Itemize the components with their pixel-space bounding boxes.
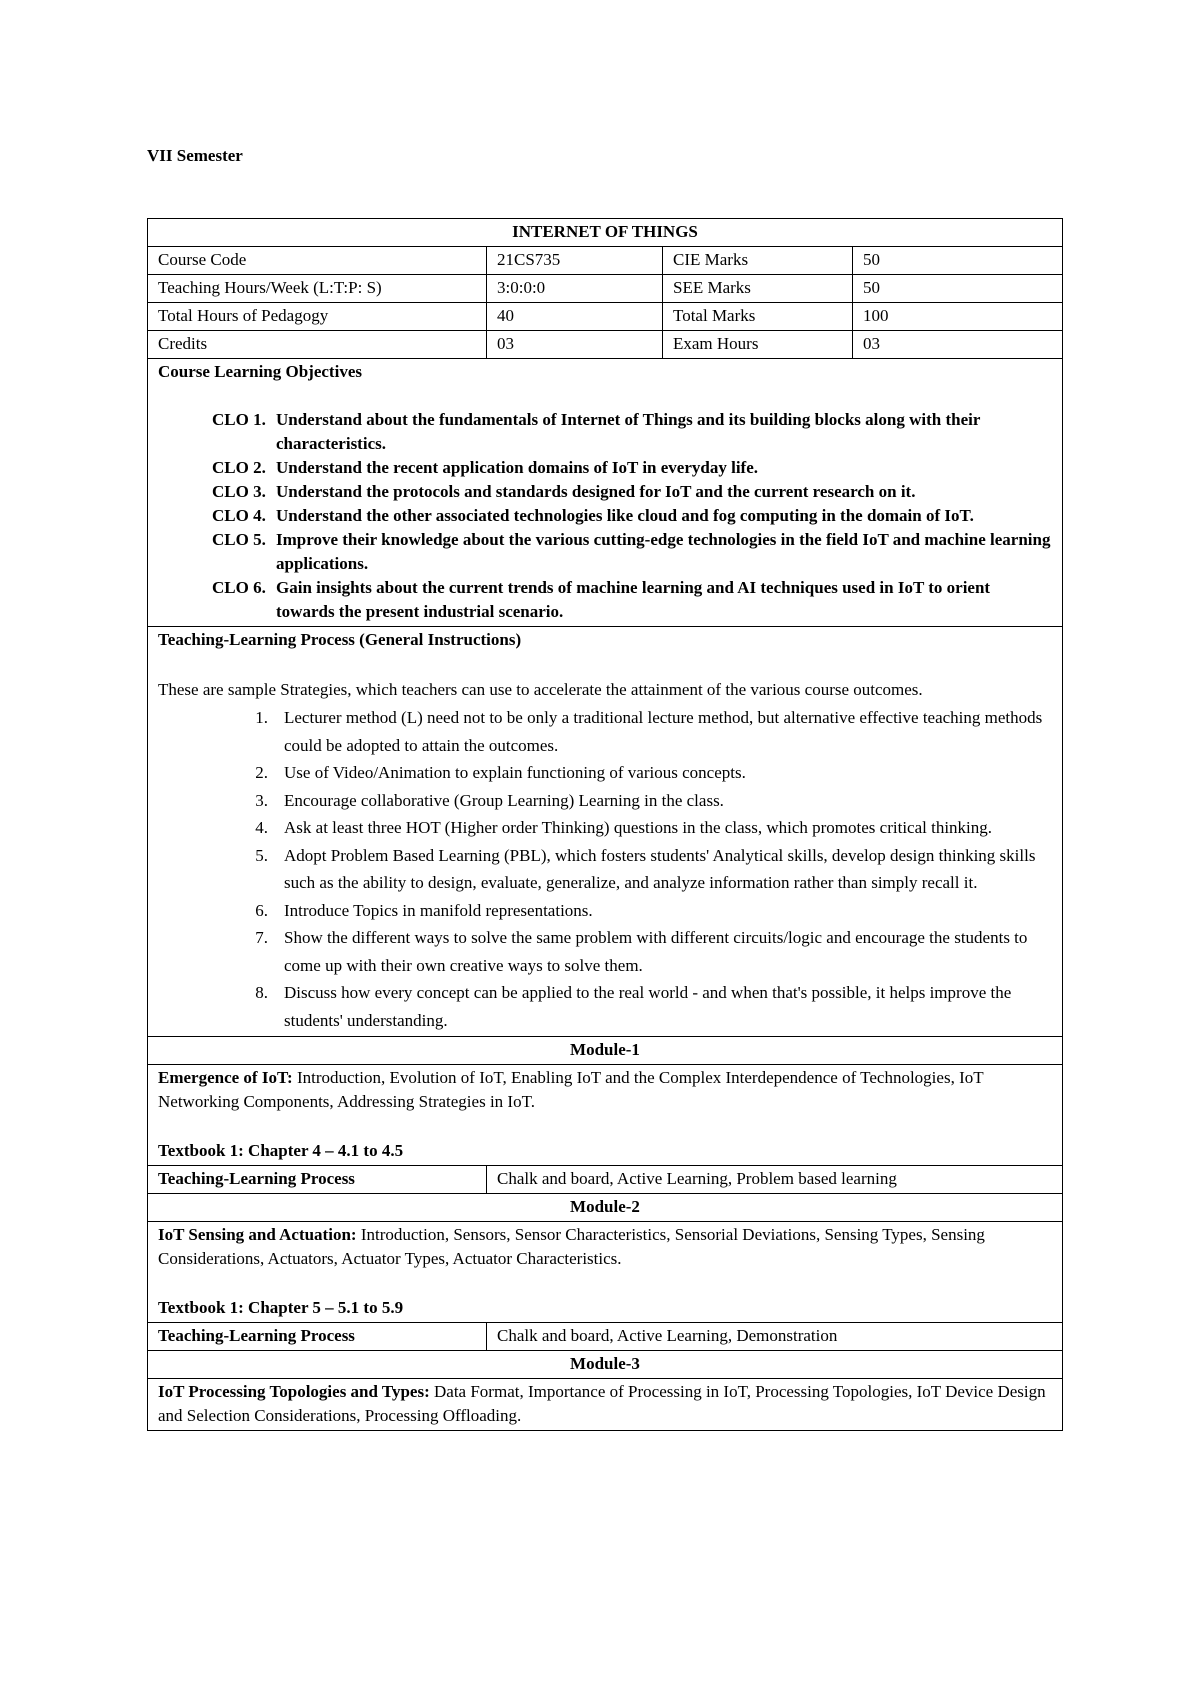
module-topic: Emergence of IoT: xyxy=(158,1068,293,1087)
module-title: Module-3 xyxy=(148,1351,1063,1379)
module-content-row xyxy=(148,1065,1063,1166)
course-title-row xyxy=(148,219,1063,247)
course-title: INTERNET OF THINGS xyxy=(148,219,1063,247)
strategy-text: Show the different ways to solve the same problem with different circuits/logic and encourage the students to come up with their own creative ways to solve them. xyxy=(284,928,1028,975)
module-topics-text: Introduction, Sensors, Sensor Characteristics, Sensorial Deviations, Sensing Types, Sensing Considerations, Actuators, Actuator Types, Actuator Characteristics. xyxy=(158,1225,985,1268)
teaching-process-cell xyxy=(148,627,1063,1037)
clo-number: CLO 5. xyxy=(212,530,266,549)
info-value: 50 xyxy=(853,247,1063,275)
info-label: SEE Marks xyxy=(663,275,853,303)
module-content-row xyxy=(148,1222,1063,1323)
module-tlp-value: Chalk and board, Active Learning, Problem based learning xyxy=(487,1166,1063,1194)
clo-text: Improve their knowledge about the various cutting-edge technologies in the field IoT and machine learning applications. xyxy=(276,530,1051,573)
strategy-item xyxy=(228,787,1052,815)
info-value: 50 xyxy=(853,275,1063,303)
info-row xyxy=(148,331,1063,359)
strategy-number: 6. xyxy=(255,900,268,920)
module-title: Module-2 xyxy=(148,1194,1063,1222)
info-label: Credits xyxy=(148,331,487,359)
info-value: 40 xyxy=(487,303,663,331)
objectives-row xyxy=(148,359,1063,627)
teaching-process-row xyxy=(148,627,1063,1037)
module-tlp-value: Chalk and board, Active Learning, Demonstration xyxy=(487,1323,1063,1351)
clo-item xyxy=(212,528,1052,576)
info-value: 03 xyxy=(853,331,1063,359)
teaching-process-heading: Teaching-Learning Process (General Instructions) xyxy=(158,630,522,649)
info-row xyxy=(148,275,1063,303)
info-value: 3:0:0:0 xyxy=(487,275,663,303)
module-description xyxy=(158,1223,1052,1271)
info-label: Teaching Hours/Week (L:T:P: S) xyxy=(148,275,487,303)
clo-item xyxy=(212,576,1052,624)
clo-text: Understand about the fundamentals of Internet of Things and its building blocks along with their characteristics. xyxy=(276,410,981,453)
module-topics-text: Data Format, Importance of Processing in IoT, Processing Topologies, IoT Device Design and Selection Considerations, Processing Offloading. xyxy=(158,1382,1046,1425)
clo-number: CLO 2. xyxy=(212,458,266,477)
module-content xyxy=(148,1222,1063,1323)
module-tlp-label: Teaching-Learning Process xyxy=(148,1166,487,1194)
strategy-text: Encourage collaborative (Group Learning) Learning in the class. xyxy=(284,790,724,810)
clo-item xyxy=(212,504,1052,528)
objectives-cell xyxy=(148,359,1063,627)
info-label: CIE Marks xyxy=(663,247,853,275)
module-tlp-row xyxy=(148,1166,1063,1194)
strategy-item xyxy=(228,979,1052,1034)
clo-number: CLO 1. xyxy=(212,410,266,429)
strategy-item xyxy=(228,842,1052,897)
clo-item xyxy=(212,480,1052,504)
objectives-heading: Course Learning Objectives xyxy=(158,362,362,381)
info-label: Exam Hours xyxy=(663,331,853,359)
info-value: 21CS735 xyxy=(487,247,663,275)
strategy-number: 4. xyxy=(255,818,268,837)
module-tlp-label: Teaching-Learning Process xyxy=(148,1323,487,1351)
strategy-text: Adopt Problem Based Learning (PBL), which fosters students' Analytical skills, develop design thinking skills such as the ability to design, evaluate, generalize, and analyze information rather than simply recall it. xyxy=(284,845,1036,892)
strategy-item xyxy=(228,897,1052,925)
clo-text: Understand the recent application domains of IoT in everyday life. xyxy=(276,458,758,477)
strategy-item xyxy=(228,759,1052,787)
strategy-number: 8. xyxy=(255,983,268,1002)
clo-text: Understand the protocols and standards designed for IoT and the current research on it. xyxy=(276,482,916,501)
module-topic: IoT Processing Topologies and Types: xyxy=(158,1382,430,1401)
strategy-text: Use of Video/Animation to explain functioning of various concepts. xyxy=(284,763,746,782)
strategy-text: Lecturer method (L) need not to be only a traditional lecture method, but alternative effective teaching methods could be adopted to attain the outcomes. xyxy=(284,708,1043,755)
module-topics-text: Introduction, Evolution of IoT, Enabling IoT and the Complex Interdependence of Technologies, IoT Networking Components, Addressing Strategies in IoT. xyxy=(158,1068,984,1111)
course-table xyxy=(147,218,1063,1431)
clo-number: CLO 4. xyxy=(212,506,266,525)
info-label: Course Code xyxy=(148,247,487,275)
clo-list xyxy=(212,408,1052,624)
strategy-item xyxy=(228,814,1052,842)
strategy-number: 2. xyxy=(255,763,268,782)
module-title: Module-1 xyxy=(148,1037,1063,1065)
strategy-item xyxy=(228,704,1052,759)
strategy-text: Discuss how every concept can be applied to the real world - and when that's possible, it helps improve the students' understanding. xyxy=(284,983,1012,1030)
info-label: Total Hours of Pedagogy xyxy=(148,303,487,331)
semester-heading: VII Semester xyxy=(147,146,243,165)
clo-number: CLO 6. xyxy=(212,578,266,597)
module-topic: IoT Sensing and Actuation: xyxy=(158,1225,357,1244)
module-content xyxy=(148,1379,1063,1431)
module-title-row xyxy=(148,1351,1063,1379)
strategy-text: Ask at least three HOT (Higher order Thinking) questions in the class, which promotes critical thinking. xyxy=(284,818,993,837)
module-title-row xyxy=(148,1194,1063,1222)
module-tlp-row xyxy=(148,1323,1063,1351)
module-description xyxy=(158,1380,1052,1428)
info-row xyxy=(148,303,1063,331)
strategy-number: 7. xyxy=(255,928,268,947)
module-content-row xyxy=(148,1379,1063,1431)
module-description xyxy=(158,1066,1052,1114)
clo-text: Gain insights about the current trends of machine learning and AI techniques used in IoT to orient towards the present industrial scenario. xyxy=(276,578,991,621)
teaching-process-intro: These are sample Strategies, which teachers can use to accelerate the attainment of the various course outcomes. xyxy=(158,680,923,699)
strategy-text: Introduce Topics in manifold representations. xyxy=(284,900,593,920)
strategy-number: 3. xyxy=(255,790,268,810)
strategy-item xyxy=(228,924,1052,979)
clo-item xyxy=(212,456,1052,480)
strategy-list xyxy=(228,704,1052,1034)
module-textbook: Textbook 1: Chapter 5 – 5.1 to 5.9 xyxy=(158,1298,404,1317)
info-value: 03 xyxy=(487,331,663,359)
clo-item xyxy=(212,408,1052,456)
clo-text: Understand the other associated technologies like cloud and fog computing in the domain of IoT. xyxy=(276,506,974,525)
info-row xyxy=(148,247,1063,275)
info-label: Total Marks xyxy=(663,303,853,331)
module-textbook: Textbook 1: Chapter 4 – 4.1 to 4.5 xyxy=(158,1141,404,1160)
strategy-number: 5. xyxy=(255,845,268,865)
module-title-row xyxy=(148,1037,1063,1065)
module-content xyxy=(148,1065,1063,1166)
clo-number: CLO 3. xyxy=(212,482,266,501)
strategy-number: 1. xyxy=(255,708,268,727)
info-value: 100 xyxy=(853,303,1063,331)
